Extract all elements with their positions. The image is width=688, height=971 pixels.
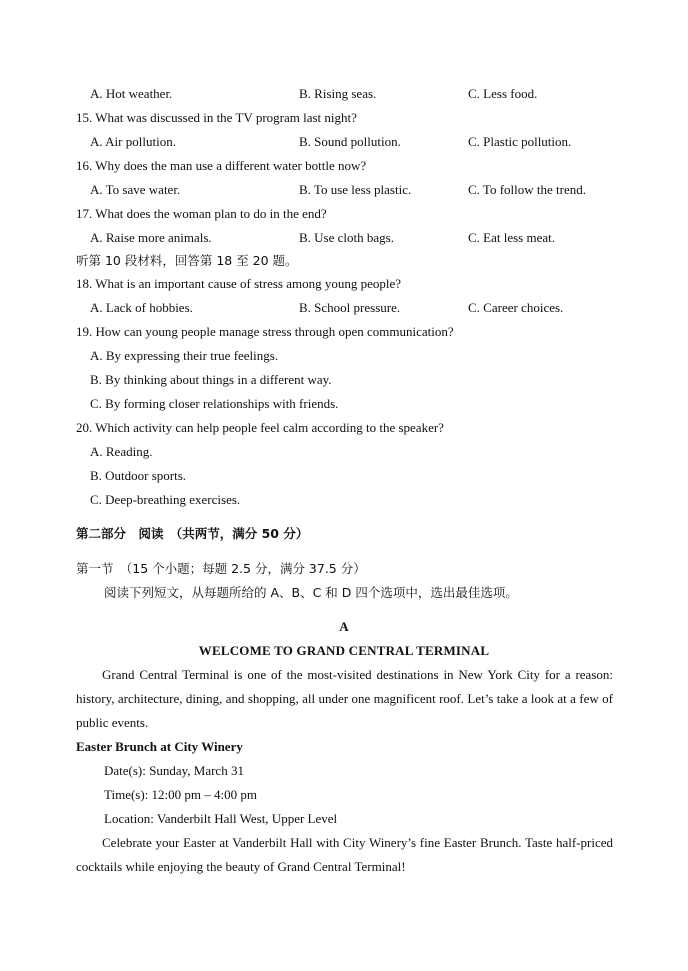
- q14-option-c: C. Less food.: [468, 86, 538, 101]
- material-10-instruction: 听第 10 段材料，回答第 18 至 20 题。: [76, 253, 298, 268]
- q16-option-a: A. To save water.: [90, 182, 181, 197]
- passage-intro-text: Grand Central Terminal is one of the most-visited destinations in New York City for a reason: history, architecture, dining, and shopping, all under one magnificent roof. Let’s take a look at a few of public events.: [76, 667, 613, 730]
- q18-question: 18. What is an important cause of stress among young people?: [76, 276, 402, 291]
- section-1-instruction: 阅读下列短文，从每题所给的 A、B、C 和 D 四个选项中，选出最佳选项。: [104, 585, 518, 600]
- passage-letter: A: [339, 619, 349, 634]
- q16-question: 16. Why does the man use a different water bottle now?: [76, 158, 367, 173]
- q18-option-b: B. School pressure.: [299, 300, 401, 315]
- part-2-title: 第二部分 阅读 （共两节，满分 50 分）: [76, 526, 309, 541]
- q14-option-b: B. Rising seas.: [299, 86, 377, 101]
- q14-option-a: A. Hot weather.: [90, 86, 173, 101]
- q15-option-c: C. Plastic pollution.: [468, 134, 572, 149]
- event-1-description: [76, 831, 613, 879]
- q17-option-b: B. Use cloth bags.: [299, 230, 394, 245]
- q20-question: 20. Which activity can help people feel calm according to the speaker?: [76, 420, 444, 435]
- q17-question: 17. What does the woman plan to do in the end?: [76, 206, 327, 221]
- q20-option-a: A. Reading.: [90, 444, 153, 459]
- q15-question: 15. What was discussed in the TV program last night?: [76, 110, 357, 125]
- q18-option-a: A. Lack of hobbies.: [90, 300, 193, 315]
- q15-option-a: A. Air pollution.: [90, 134, 176, 149]
- q15-option-b: B. Sound pollution.: [299, 134, 401, 149]
- q19-option-c: C. By forming closer relationships with friends.: [90, 396, 339, 411]
- event-1-location: Location: Vanderbilt Hall West, Upper Level: [104, 811, 338, 826]
- q19-option-b: B. By thinking about things in a different way.: [90, 372, 332, 387]
- q18-option-c: C. Career choices.: [468, 300, 564, 315]
- q20-option-c: C. Deep-breathing exercises.: [90, 492, 241, 507]
- q16-option-b: B. To use less plastic.: [299, 182, 412, 197]
- q20-option-b: B. Outdoor sports.: [90, 468, 187, 483]
- q19-question: 19. How can young people manage stress through open communication?: [76, 324, 454, 339]
- event-1-description-text: Celebrate your Easter at Vanderbilt Hall with City Winery’s fine Easter Brunch. Taste half-priced cocktails while enjoying the beauty of Grand Central Terminal!: [76, 835, 613, 874]
- event-1-time: Time(s): 12:00 pm – 4:00 pm: [104, 787, 258, 802]
- q17-option-a: A. Raise more animals.: [90, 230, 212, 245]
- q16-option-c: C. To follow the trend.: [468, 182, 587, 197]
- section-1-title: 第一节 （15 个小题；每题 2.5 分，满分 37.5 分）: [76, 561, 366, 576]
- q17-option-c: C. Eat less meat.: [468, 230, 556, 245]
- event-1-date: Date(s): Sunday, March 31: [104, 763, 244, 778]
- q19-option-a: A. By expressing their true feelings.: [90, 348, 279, 363]
- passage-heading: WELCOME TO GRAND CENTRAL TERMINAL: [198, 643, 490, 658]
- event-1-title: Easter Brunch at City Winery: [76, 739, 243, 754]
- passage-intro: [76, 663, 613, 735]
